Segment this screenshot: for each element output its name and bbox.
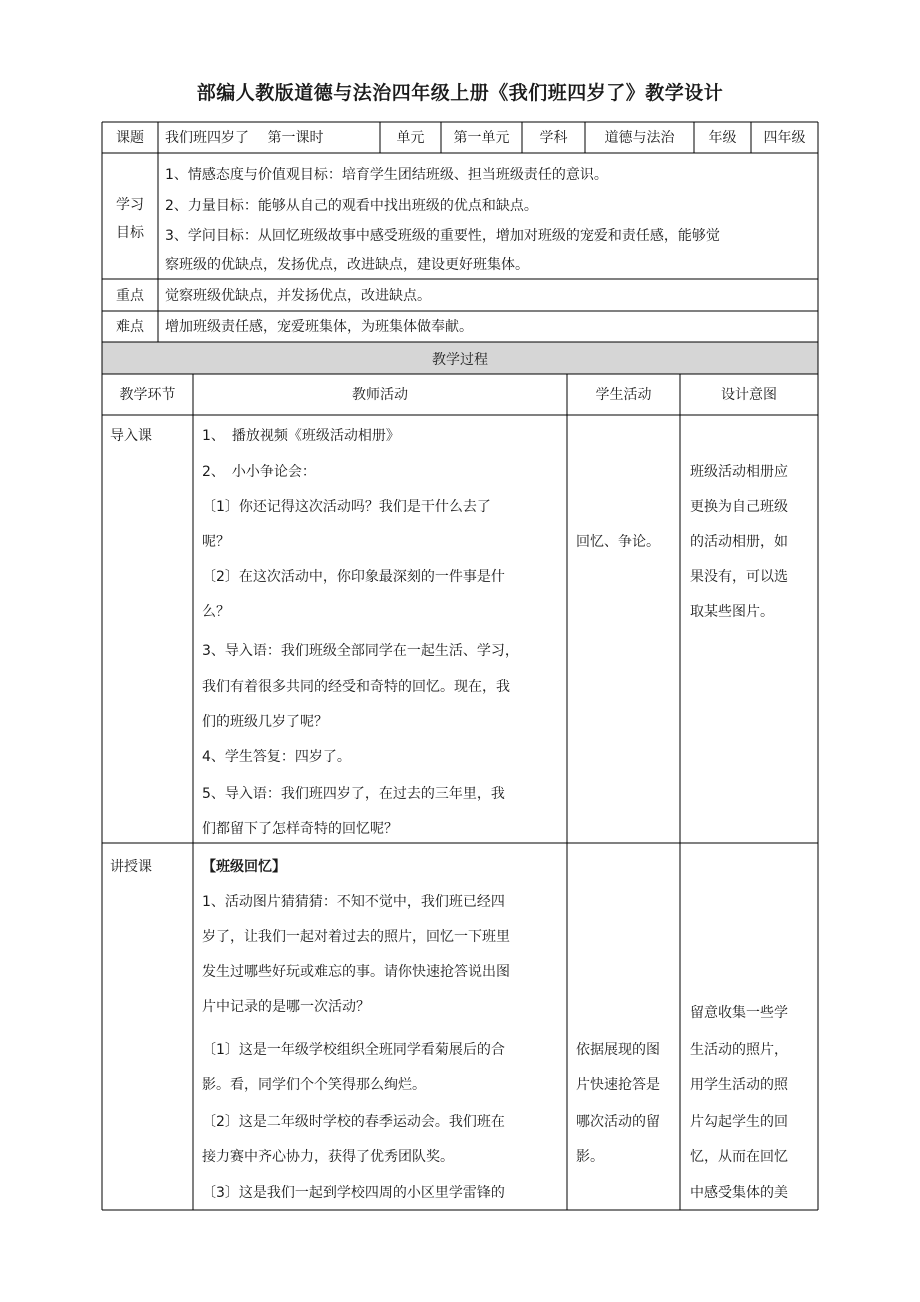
intro-student-activity: 回忆、争论。 [576, 534, 660, 550]
lecture-stage: 讲授课 [110, 859, 152, 875]
course-value: 我们班四岁了 第一课时 [165, 130, 324, 146]
grade-value: 四年级 [763, 130, 806, 146]
key-point-label: 重点 [116, 288, 144, 304]
design-line: 中感受集体的美 [690, 1185, 788, 1201]
teacher-line: 〔2〕这是二年级时学校的春季运动会。我们班在 [202, 1114, 505, 1130]
grade-label: 年级 [708, 130, 737, 146]
teacher-line: 2、 小小争论会： [202, 464, 316, 480]
key-point-value: 觉察班级优缺点，并发扬优点，改进缺点。 [165, 288, 431, 304]
subject-label: 学科 [539, 130, 568, 146]
design-line: 用学生活动的照 [690, 1077, 788, 1093]
teacher-line: 们都留下了怎样奇特的回忆呢？ [202, 821, 398, 837]
teacher-line: 3、导入语：我们班级全部同学在一起生活、学习， [202, 643, 519, 659]
teacher-line: 1、活动图片猜猜猜：不知不觉中，我们班已经四 [202, 894, 505, 910]
header-stage: 教学环节 [119, 387, 176, 403]
unit-label: 单元 [396, 130, 425, 146]
design-line: 班级活动相册应 [690, 464, 788, 480]
teacher-line: 〔2〕在这次活动中，你印象最深刻的一件事是什 [202, 569, 505, 585]
design-line: 生活动的照片， [690, 1042, 788, 1058]
student-line: 片快速抢答是 [576, 1077, 660, 1093]
design-line: 果没有，可以选 [690, 569, 788, 585]
objective-line: 察班级的优缺点，发扬优点，改进缺点，建设更好班集体。 [165, 257, 529, 273]
teacher-line: 4、学生答复：四岁了。 [202, 749, 351, 765]
teacher-line: 5、导入语：我们班四岁了，在过去的三年里，我 [202, 786, 505, 802]
header-design: 设计意图 [721, 387, 777, 403]
teacher-line: 〔1〕这是一年级学校组织全班同学看菊展后的合 [202, 1042, 505, 1058]
design-line: 留意收集一些学 [690, 1005, 788, 1021]
process-title: 教学过程 [432, 352, 488, 368]
design-line: 的活动相册，如 [690, 534, 788, 550]
design-line: 片勾起学生的回 [690, 1114, 788, 1130]
header-teacher: 教师活动 [352, 387, 408, 403]
design-line: 取某些图片。 [690, 604, 774, 620]
design-line: 更换为自己班级 [690, 499, 788, 515]
student-line: 依据展现的图 [576, 1042, 660, 1058]
teacher-line: 〔1〕你还记得这次活动吗？我们是干什么去了 [202, 499, 491, 515]
difficulty-label: 难点 [116, 319, 144, 335]
header-student: 学生活动 [595, 387, 652, 403]
student-line: 哪次活动的留 [576, 1114, 660, 1130]
design-line: 忆，从而在回忆 [690, 1149, 788, 1165]
teacher-line: 岁了，让我们一起对着过去的照片，回忆一下班里 [202, 929, 510, 945]
intro-stage: 导入课 [110, 428, 152, 444]
lecture-section-title: 【班级回忆】 [202, 859, 286, 875]
teacher-line: 1、 播放视频《班级活动相册》 [202, 428, 400, 444]
teacher-line: 呢？ [202, 534, 230, 550]
objectives-label-line1: 学习 [116, 197, 144, 213]
teacher-line: 〔3〕这是我们一起到学校四周的小区里学雷锋的 [202, 1185, 505, 1201]
objectives-label-line2: 目标 [116, 225, 144, 241]
teacher-line: 发生过哪些好玩或难忘的事。请你快速抢答说出图 [202, 964, 510, 980]
teacher-line: 接力赛中齐心协力，获得了优秀团队奖。 [202, 1149, 454, 1165]
subject-value: 道德与法治 [604, 130, 675, 146]
teacher-line: 们的班级几岁了呢？ [202, 714, 328, 730]
objective-line: 2、力量目标：能够从自己的观看中找出班级的优点和缺点。 [165, 198, 538, 214]
page-title: 部编人教版道德与法治四年级上册《我们班四岁了》教学设计 [196, 82, 724, 104]
objective-line: 3、学问目标：从回忆班级故事中感受班级的重要性，增加对班级的宠爱和责任感，能够觉 [165, 228, 720, 244]
teacher-line: 我们有着很多共同的经受和奇特的回忆。现在，我 [202, 679, 510, 695]
objective-line: 1、情感态度与价值观目标：培育学生团结班级、担当班级责任的意识。 [165, 167, 608, 183]
difficulty-value: 增加班级责任感，宠爱班集体，为班集体做奉献。 [165, 319, 473, 335]
teacher-line: 影。看，同学们个个笑得那么绚烂。 [202, 1077, 426, 1093]
teacher-line: 么？ [202, 604, 230, 620]
student-line: 影。 [576, 1149, 604, 1165]
unit-value: 第一单元 [453, 130, 510, 146]
teacher-line: 片中记录的是哪一次活动？ [202, 999, 370, 1015]
course-label: 课题 [116, 130, 144, 146]
